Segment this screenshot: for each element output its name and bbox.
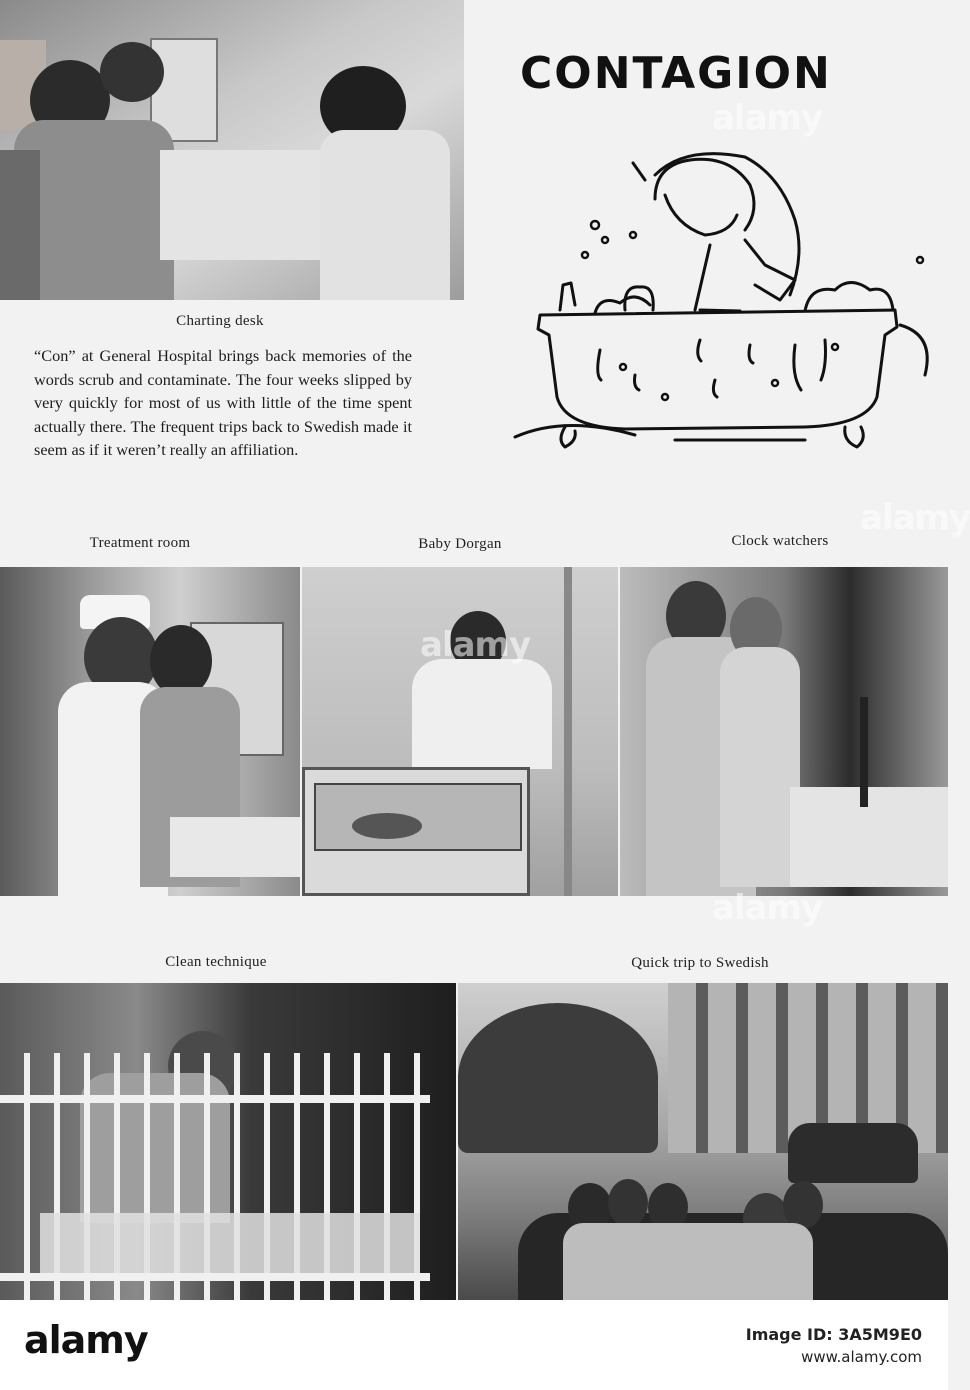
caption-clock-watchers: Clock watchers	[731, 533, 829, 549]
caption-clean-technique: Clean technique	[165, 954, 267, 970]
footer-image-info	[746, 1324, 922, 1368]
photo-baby-dorgan	[302, 567, 618, 896]
watermark-2: alamy	[420, 625, 531, 665]
watermark-3: alamy	[712, 888, 823, 928]
watermark-1: alamy	[712, 98, 823, 138]
caption-treatment-room: Treatment room	[89, 535, 191, 551]
caption-quick-trip: Quick trip to Swedish	[631, 955, 769, 971]
image-id: Image ID: 3A5M9E0	[745, 1325, 922, 1344]
photo-clean-technique	[0, 983, 456, 1300]
photo-treatment-room	[0, 567, 300, 896]
page-title: CONTAGION	[520, 48, 832, 99]
body-paragraph: “Con” at General Hospital brings back memories of the words scrub and contaminate. The four weeks slipped by very quickly for most of us with little of the time spent actually there. The frequent trips back to Swedish made it seem as if it weren’t really an affiliation.	[34, 346, 412, 459]
site-url: www.alamy.com	[801, 1348, 922, 1366]
caption-baby-dorgan: Baby Dorgan	[418, 536, 502, 552]
watermark-4: alamy	[860, 498, 970, 538]
cartoon-bathtub-illustration	[505, 135, 945, 465]
photo-quick-trip-to-swedish	[458, 983, 948, 1300]
photo-clock-watchers	[620, 567, 948, 896]
footer-logo: alamy	[24, 1318, 148, 1362]
caption-charting-desk: Charting desk	[176, 313, 264, 329]
photo-charting-desk	[0, 0, 464, 300]
